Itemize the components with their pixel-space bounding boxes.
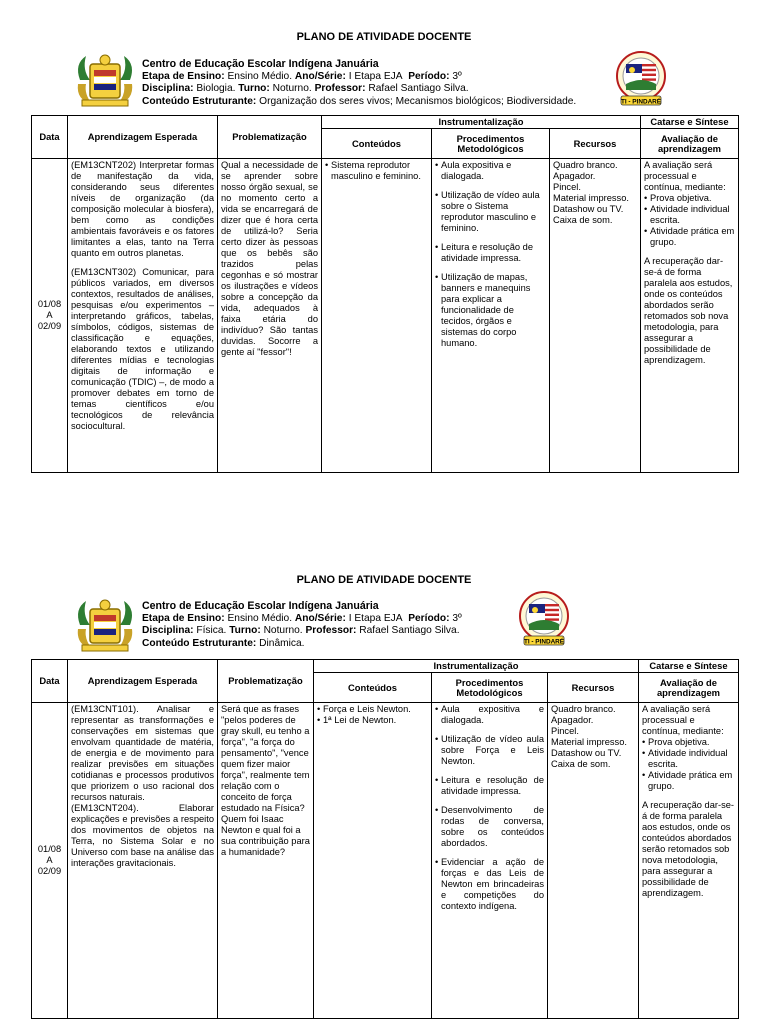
conteudo-item: • Força e Leis Newton. <box>317 704 428 715</box>
date-start: 01/08 <box>37 844 62 855</box>
date-mid: A <box>46 855 53 866</box>
turno-value: Noturno. <box>272 83 312 95</box>
procedimento-item: • Evidenciar a ação de forças e das Leis de Newton em brincadeiras e competições do contexto indígena. <box>435 857 544 912</box>
conteudo-item: • 1ª Lei de Newton. <box>317 715 428 726</box>
etapa-line <box>142 71 576 84</box>
indigenous-territory-seal <box>612 50 670 115</box>
plan-table <box>31 659 739 1019</box>
procedimento-item: • Utilização de vídeo aula sobre o Sistema reprodutor masculino e feminino. <box>435 190 546 234</box>
periodo-label: Período: <box>408 70 450 82</box>
avaliacao-item: • Prova objetiva. <box>642 737 735 748</box>
avaliacao-item: • Prova objetiva. <box>644 193 735 204</box>
recurso-item: Caixa de som. <box>553 215 613 226</box>
header-data: Data <box>32 660 68 703</box>
date-cell <box>32 703 68 1019</box>
procedimento-item: • Desenvolvimento de rodas de conversa, sobre os conteúdos abordados. <box>435 805 544 849</box>
header-aprendizagem: Aprendizagem Esperada <box>68 116 218 159</box>
plan-table <box>31 115 739 473</box>
avaliacao-intro: A avaliação será processual e contínua, mediante: <box>644 160 726 193</box>
conteudo-label: Conteúdo Estruturante: <box>142 95 257 107</box>
aprendizagem-cell <box>68 703 218 1019</box>
aprendizagem-paragraph: (EM13CNT101). Analisar e representar as transformações e conservações em sistemas que envolvam quantidade de matéria, de energia e de movimento para realizar previsões em situações cotidianas e processos produtivos que priorizem o uso racional dos recursos naturais. <box>71 704 214 803</box>
school-info <box>142 58 576 108</box>
problematizacao-text: Será que as frases "pelos poderes de gray skull, eu tenho a força", "a força do pensamento", "vence quem fizer maior força", realmente tem relação com o conceito de força estudado na Física? Quem foi Isaac Newton e qual foi a sua contribuição para a humanidade? <box>221 704 310 858</box>
aprendizagem-paragraph: (EM13CNT302) Comunicar, para públicos variados, em diversos contextos, resultados de análises, pesquisas e/ou experimentos – interpretando gráficos, tabelas, símbolos, códigos, sistemas de classificação e equações, elaborando textos e utilizando diferentes mídias e tecnologias digitais de informação e comunicação (TDIC) –, de modo a promover debates em torno de temas científicos e/ou tecnológicos de relevância sociocultural. <box>71 267 214 432</box>
avaliacao-cell <box>641 159 739 473</box>
header-instrumentalizacao: Instrumentalização <box>314 660 639 673</box>
plan-title: PLANO DE ATIVIDADE DOCENTE <box>296 574 472 586</box>
conteudo-line <box>142 96 576 109</box>
problematizacao-cell <box>218 703 314 1019</box>
procedimentos-cell <box>432 159 550 473</box>
table-row <box>32 703 739 1019</box>
conteudo-line <box>142 638 462 651</box>
disciplina-line <box>142 625 462 638</box>
ano-label: Ano/Série: <box>294 70 346 82</box>
recurso-item: Datashow ou TV. <box>553 204 624 215</box>
conteudo-item: • Sistema reprodutor masculino e feminino. <box>325 160 428 182</box>
date-end: 02/09 <box>37 321 62 332</box>
recurso-item: Caixa de som. <box>551 759 611 770</box>
avaliacao-intro: A avaliação será processual e contínua, mediante: <box>642 704 724 737</box>
recurso-item: Apagador. <box>551 715 594 726</box>
header-avaliacao: Avaliação de aprendizagem <box>639 673 739 703</box>
periodo-value: 3º <box>452 612 462 624</box>
avaliacao-recuperacao: A recuperação dar-se-á de forma paralela aos estudos, onde os conteúdos abordados serão retomados sob nova metodologia, para assegurar a possibilidade de aprendizagem. <box>644 256 733 366</box>
procedimento-item: • Aula expositiva e dialogada. <box>435 704 544 726</box>
procedimentos-cell <box>432 703 548 1019</box>
school-name: Centro de Educação Escolar Indígena Januária <box>142 58 379 70</box>
header-recursos: Recursos <box>550 129 641 159</box>
etapa-line <box>142 613 462 626</box>
recurso-item: Pincel. <box>553 182 581 193</box>
date-end: 02/09 <box>37 866 62 877</box>
professor-label: Professor: <box>305 625 357 637</box>
recurso-item: Quadro branco. <box>553 160 618 171</box>
header-avaliacao: Avaliação de aprendizagem <box>641 129 739 159</box>
conteudos-cell <box>322 159 432 473</box>
header-problematizacao: Problematização <box>218 660 314 703</box>
disciplina-line <box>142 83 576 96</box>
recurso-item: Quadro branco. <box>551 704 616 715</box>
procedimento-item: • Leitura e resolução de atividade impressa. <box>435 242 546 264</box>
date-mid: A <box>46 310 53 321</box>
state-crest-logo <box>72 595 138 660</box>
procedimento-item: • Utilização de vídeo aula sobre Força e Leis Newton. <box>435 734 544 767</box>
recurso-item: Apagador. <box>553 171 596 182</box>
recurso-item: Material impresso. <box>551 737 627 748</box>
ano-value: I Etapa EJA <box>348 612 403 624</box>
header-catarse: Catarse e Síntese <box>641 116 739 129</box>
header-procedimentos: Procedimentos Metodológicos <box>432 129 550 159</box>
header-instrumentalizacao: Instrumentalização <box>322 116 641 129</box>
header-data: Data <box>32 116 68 159</box>
procedimento-item: • Aula expositiva e dialogada. <box>435 160 546 182</box>
conteudo-value: Dinâmica. <box>259 637 305 649</box>
aprendizagem-paragraph: (EM13CNT204). Elaborar explicações e previsões a respeito dos movimentos de objetos na Terra, no Sistema Solar e no Universo com base na análise das interações gravitacionais. <box>71 803 214 869</box>
school-name: Centro de Educação Escolar Indígena Januária <box>142 600 379 612</box>
header-conteudos: Conteúdos <box>314 673 432 703</box>
recurso-item: Pincel. <box>551 726 579 737</box>
recurso-item: Datashow ou TV. <box>551 748 622 759</box>
table-row <box>32 159 739 473</box>
header-aprendizagem: Aprendizagem Esperada <box>68 660 218 703</box>
etapa-label: Etapa de Ensino: <box>142 70 225 82</box>
avaliacao-item: • Atividade individual escrita. <box>642 748 735 770</box>
header-conteudos: Conteúdos <box>322 129 432 159</box>
conteudo-value: Organização dos seres vivos; Mecanismos biológicos; Biodiversidade. <box>259 95 577 107</box>
etapa-value: Ensino Médio. <box>227 70 293 82</box>
header-problematizacao: Problematização <box>218 116 322 159</box>
aprendizagem-paragraph: (EM13CNT202) Interpretar formas de manifestação da vida, considerando seus diferentes níveis de organização (da composição molecular à biosfera), bem como as condições ambientais favoráveis e os fatores limitantes a elas, tanto na Terra quanto em outros planetas. <box>71 160 214 259</box>
avaliacao-recuperacao: A recuperação dar-se-á de forma paralela aos estudos, onde os conteúdos abordados serão retomados sob nova metodologia, para assegurar a possibilidade de aprendizagem. <box>642 800 734 899</box>
recurso-item: Material impresso. <box>553 193 629 204</box>
conteudo-label: Conteúdo Estruturante: <box>142 637 257 649</box>
problematizacao-cell <box>218 159 322 473</box>
school-info <box>142 600 462 650</box>
date-start: 01/08 <box>37 299 62 310</box>
professor-value: Rafael Santiago Silva. <box>359 625 460 637</box>
indigenous-territory-seal <box>515 590 573 655</box>
recursos-cell <box>548 703 639 1019</box>
conteudos-cell <box>314 703 432 1019</box>
ano-value: I Etapa EJA <box>348 70 403 82</box>
procedimento-item: • Utilização de mapas, banners e manequins para explicar a funcionalidade de tecidos, órgãos e sistemas do corpo humano. <box>435 272 546 349</box>
professor-label: Professor: <box>314 83 366 95</box>
professor-value: Rafael Santiago Silva. <box>368 83 469 95</box>
recursos-cell <box>550 159 641 473</box>
turno-label: Turno: <box>238 83 270 95</box>
state-crest-logo <box>72 50 138 115</box>
avaliacao-item: • Atividade prática em grupo. <box>644 226 735 248</box>
header-recursos: Recursos <box>548 673 639 703</box>
seal-label: TI - PINDARÉ <box>523 638 565 646</box>
ano-label: Ano/Série: <box>294 612 346 624</box>
etapa-label: Etapa de Ensino: <box>142 612 225 624</box>
periodo-label: Período: <box>408 612 450 624</box>
disciplina-value: Biologia. <box>196 83 236 95</box>
avaliacao-item: • Atividade prática em grupo. <box>642 770 735 792</box>
header-procedimentos: Procedimentos Metodológicos <box>432 673 548 703</box>
header-catarse: Catarse e Síntese <box>639 660 739 673</box>
date-cell <box>32 159 68 473</box>
avaliacao-item: • Atividade individual escrita. <box>644 204 735 226</box>
disciplina-label: Disciplina: <box>142 83 194 95</box>
periodo-value: 3º <box>452 70 462 82</box>
seal-label: TI - PINDARÉ <box>620 98 662 106</box>
problematizacao-text: Qual a necessidade de se aprender sobre nosso órgão sexual, se no momento certo a vida se encarregará de dizer que é hora certa de utilizá-lo? Seria certo dizer às pessoas que os bebês são trazidos pelas cegonhas e só mostrar os ilustrações e vídeos sobre a concepção da vida, adequados à faixa etária do indivíduo? São tantas duvidas. Socorre a gente aí "fessor"! <box>221 160 318 358</box>
turno-label: Turno: <box>229 625 261 637</box>
etapa-value: Ensino Médio. <box>227 612 293 624</box>
procedimento-item: • Leitura e resolução de atividade impressa. <box>435 775 544 797</box>
plan-title: PLANO DE ATIVIDADE DOCENTE <box>296 31 472 43</box>
turno-value: Noturno. <box>263 625 303 637</box>
aprendizagem-cell <box>68 159 218 473</box>
avaliacao-cell <box>639 703 739 1019</box>
disciplina-label: Disciplina: <box>142 625 194 637</box>
disciplina-value: Física. <box>196 625 227 637</box>
